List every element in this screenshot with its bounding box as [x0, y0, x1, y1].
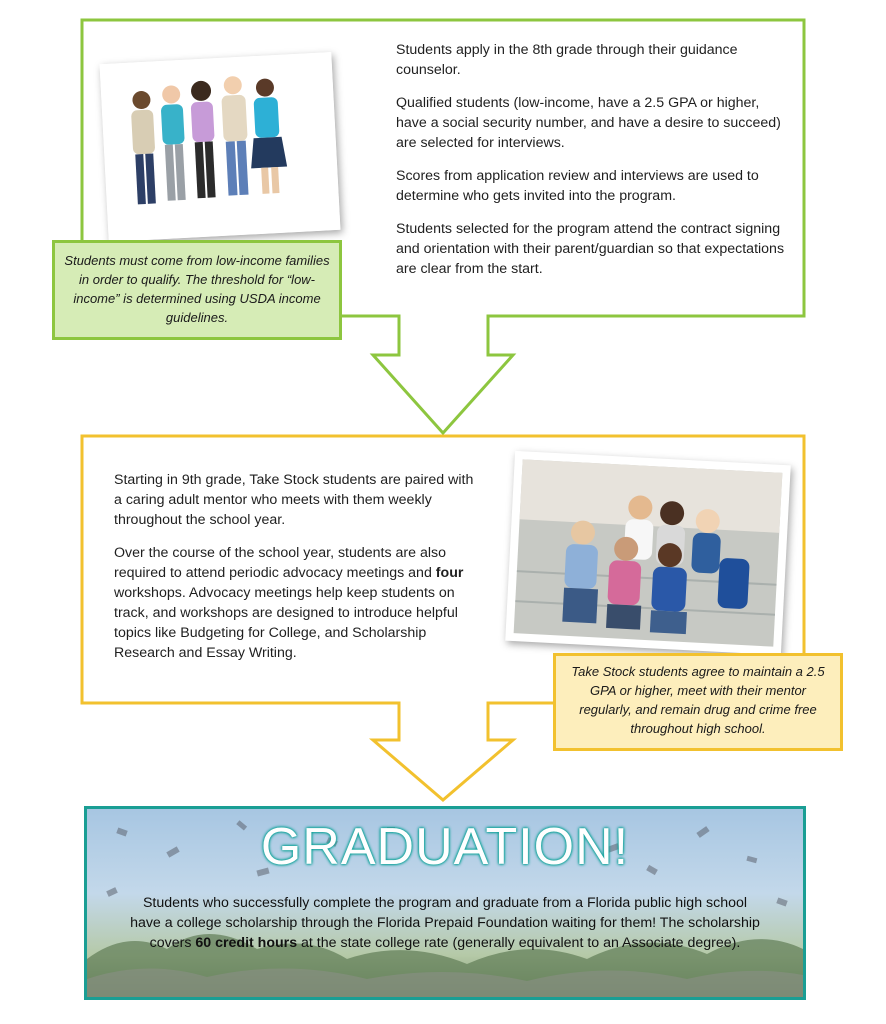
teens-on-stairs-photo — [505, 451, 791, 655]
commitment-callout — [553, 653, 843, 751]
step2-description — [114, 470, 476, 676]
credit-hours: 60 credit hours — [195, 935, 298, 951]
graduation-title: GRADUATION! — [260, 818, 630, 876]
graduation-banner — [84, 806, 806, 1000]
graduation-text-start: Students who successfully complete the program and graduate from a Florida public high school have a college scholarship through the Florida Prepaid Foundation waiting for them! The scholarship covers — [130, 895, 760, 951]
step1-paragraph-2: Qualified students (low-income, have a 2.5 GPA or higher, have a social security number, and have a desire to succeed) are selected for interviews. — [396, 95, 781, 151]
workshop-count: four — [435, 565, 464, 581]
students-group-illustration — [100, 52, 341, 242]
step1-paragraph-3: Scores from application review and interviews are used to determine who gets invited into the program. — [396, 168, 759, 204]
graduation-description — [127, 893, 763, 953]
teens-on-stairs-illustration — [505, 451, 791, 655]
step2-paragraph-2-end: workshops. Advocacy meetings help keep students on track, and workshops are designed to introduce helpful topics like Budgeting for College, and Scholarship Research and Essay Writing. — [114, 585, 458, 661]
income-requirement-text: Students must come from low-income families in order to qualify. The threshold for “low-income” is determined using USDA income guidelines. — [64, 253, 330, 325]
step1-paragraph-1: Students apply in the 8th grade through their guidance counselor. — [396, 42, 738, 78]
students-group-photo — [100, 52, 341, 242]
graduation-text-end: at the state college rate (generally equivalent to an Associate degree). — [297, 935, 741, 951]
step2-paragraph-2-start: Over the course of the school year, students are also required to attend periodic advocacy meetings and — [114, 545, 447, 581]
step2-paragraph-1: Starting in 9th grade, Take Stock students are paired with a caring adult mentor who meets with them weekly throughout the school year. — [114, 472, 474, 528]
commitment-text: Take Stock students agree to maintain a 2.5 GPA or higher, meet with their mentor regularly, and remain drug and crime free throughout high school. — [571, 664, 825, 736]
step1-description — [396, 40, 790, 292]
step2-paragraph-2 — [114, 543, 476, 663]
step1-paragraph-4: Students selected for the program attend the contract signing and orientation with their parent/guardian so that expectations are clear from the start. — [396, 221, 785, 277]
income-requirement-callout — [52, 240, 342, 340]
